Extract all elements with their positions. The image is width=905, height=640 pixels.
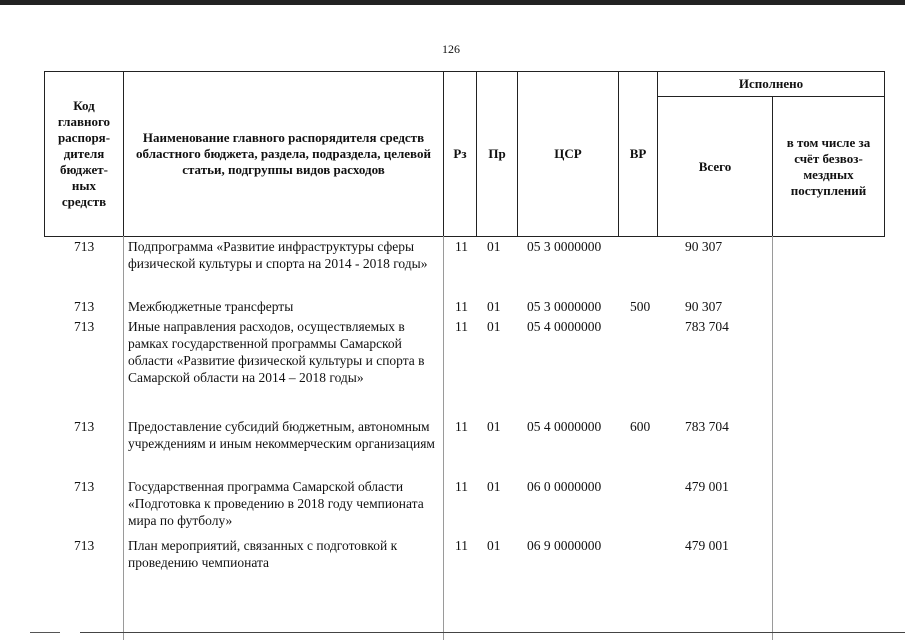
cell-vsego: 90 307: [685, 299, 723, 314]
cell-rz: 11: [455, 319, 468, 334]
header-pr: Пр: [476, 71, 518, 237]
header-csr: ЦСР: [517, 71, 619, 237]
scan-bottom-line: [80, 632, 905, 633]
cell-rz: 11: [455, 479, 468, 494]
column-divider: [123, 236, 124, 640]
cell-csr: 06 9 0000000: [527, 538, 602, 553]
cell-rz: 11: [455, 239, 468, 254]
header-vr: ВР: [618, 71, 658, 237]
cell-rz: 11: [455, 299, 468, 314]
cell-rz: 11: [455, 419, 468, 434]
scan-top-border: [0, 0, 905, 5]
cell-csr: 05 3 0000000: [527, 299, 602, 314]
header-vsego: Всего: [657, 96, 773, 237]
column-divider: [772, 236, 773, 640]
cell-pr: 01: [487, 299, 501, 314]
cell-vr: 500: [630, 299, 651, 314]
header-rz: Рз: [443, 71, 477, 237]
cell-name: Подпрограмма «Развитие инфраструктуры сферы физической культуры и спорта на 2014 - 2018 годы»: [128, 239, 428, 271]
cell-kod: 713: [74, 419, 95, 434]
cell-name: Государственная программа Самарской области «Подготовка к проведению в 2018 году чемпионата мира по футболу»: [128, 479, 424, 528]
column-divider: [443, 236, 444, 640]
cell-csr: 05 4 0000000: [527, 319, 602, 334]
cell-pr: 01: [487, 319, 501, 334]
cell-vsego: 479 001: [685, 479, 729, 494]
cell-vsego: 479 001: [685, 538, 729, 553]
cell-vsego: 90 307: [685, 239, 723, 254]
cell-vr: 600: [630, 419, 651, 434]
cell-pr: 01: [487, 538, 501, 553]
cell-csr: 05 4 0000000: [527, 419, 602, 434]
cell-name: План мероприятий, связанных с подготовкой к проведению чемпионата: [128, 538, 398, 570]
cell-kod: 713: [74, 299, 95, 314]
cell-vsego: 783 704: [685, 419, 729, 434]
cell-kod: 713: [74, 538, 95, 553]
scan-bottom-dash: [30, 632, 60, 633]
cell-csr: 06 0 0000000: [527, 479, 602, 494]
header-name: Наименование главного распорядителя средств областного бюджета, раздела, подраздела, целевой статьи, подгруппы видов расходов: [123, 71, 444, 237]
cell-kod: 713: [74, 239, 95, 254]
cell-rz: 11: [455, 538, 468, 553]
cell-name: Предоставление субсидий бюджетным, автономным учреждениям и иным некоммерческим организациям: [128, 419, 435, 451]
cell-vsego: 783 704: [685, 319, 729, 334]
cell-pr: 01: [487, 419, 501, 434]
cell-kod: 713: [74, 319, 95, 334]
cell-pr: 01: [487, 239, 501, 254]
header-kod: Код главного распоря-дителя бюджет-ных средств: [44, 71, 124, 237]
cell-kod: 713: [74, 479, 95, 494]
cell-name: Иные направления расходов, осуществляемых в рамках государственной программы Самарской области «Развитие физической культуры и спорта в Самарской области на 2014 – 2018 годы»: [128, 319, 425, 385]
cell-name: Межбюджетные трансферты: [128, 299, 294, 314]
header-ispolneno: Исполнено: [657, 71, 885, 97]
cell-csr: 05 3 0000000: [527, 239, 602, 254]
page-number: 126: [442, 42, 460, 56]
cell-pr: 01: [487, 479, 501, 494]
header-bezvozm: в том числе за счёт безвоз-мездных поступлений: [772, 96, 885, 237]
